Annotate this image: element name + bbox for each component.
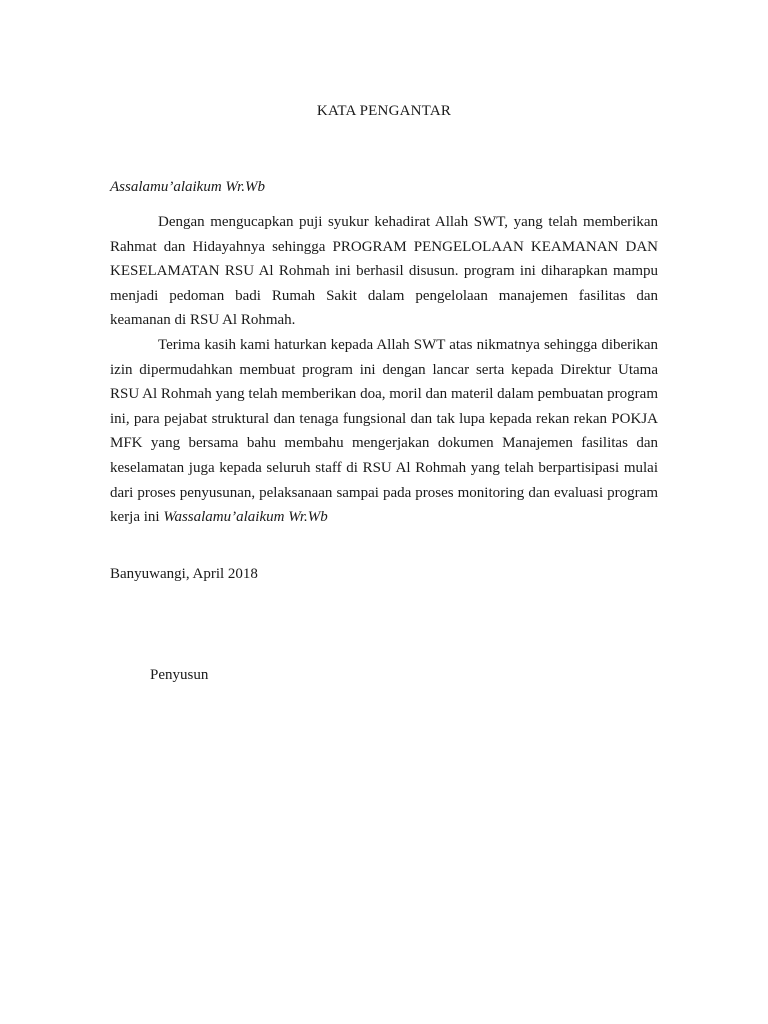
- closing-salutation: Wassalamu’alaikum Wr.Wb: [163, 509, 328, 526]
- page-title: KATA PENGANTAR: [316, 103, 452, 119]
- greeting: Assalamu’alaikum Wr.Wb: [110, 179, 265, 195]
- body-text: [110, 210, 658, 530]
- signer-label: Penyusun: [150, 667, 209, 683]
- place-date: Banyuwangi, April 2018: [110, 566, 258, 582]
- paragraph-2-text: Terima kasih kami haturkan kepada Allah SWT atas nikmatnya sehingga diberikan izin dipermudahkan membuat program ini dengan lancar serta kepada Direktur Utama RSU Al Rohmah yang telah memberikan doa, moril dan materil dalam pembuatan program ini, para pejabat struktural dan tenaga fungsional dan tak lupa kepada rekan rekan POKJA MFK yang bersama bahu membahu mengerjakan dokumen Manajemen fasilitas dan keselamatan juga kepada seluruh staff di RSU Al Rohmah yang telah berpartisipasi mulai dari proses penyusunan, pelaksanaan sampai pada proses monitoring dan evaluasi program kerja ini: [110, 336, 658, 526]
- paragraph-1-text: Dengan mengucapkan puji syukur kehadirat Allah SWT, yang telah memberikan Rahmat dan Hidayahnya sehingga PROGRAM PENGELOLAAN KEAMANAN DAN KESELAMATAN RSU Al Rohmah ini berhasil disusun. program ini diharapkan mampu menjadi pedoman badi Rumah Sakit dalam pengelolaan manajemen fasilitas dan keamanan di RSU Al Rohmah.: [110, 214, 658, 329]
- paragraph-2: [110, 333, 658, 530]
- paragraph-1: [110, 210, 658, 333]
